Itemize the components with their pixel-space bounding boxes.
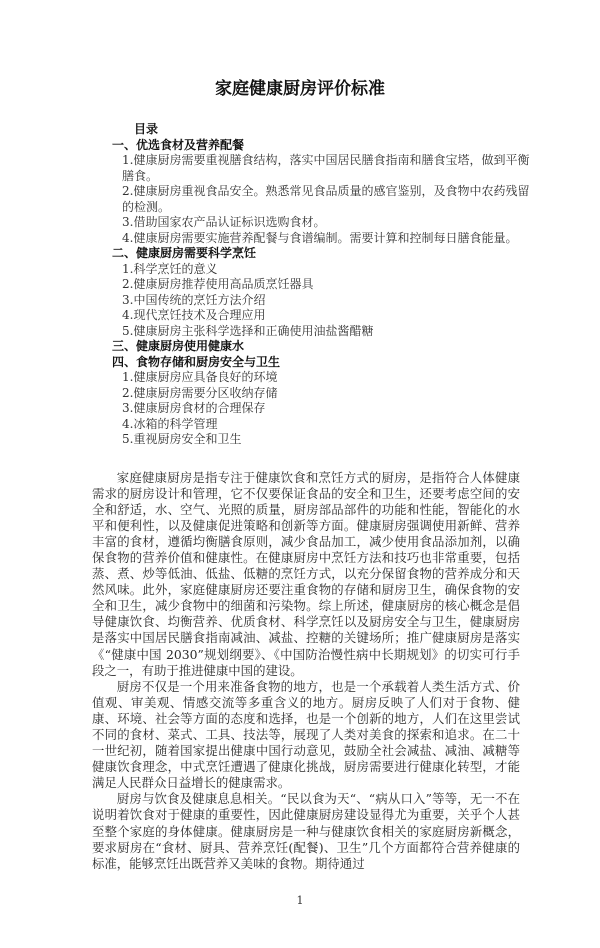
toc-item: 5.健康厨房主张科学选择和正确使用油盐酱醋糖 bbox=[122, 323, 374, 338]
toc-item: 1.健康厨房应具备良好的环境 bbox=[122, 370, 278, 384]
toc-section: 四、食物存储和厨房安全与卫生 bbox=[112, 354, 281, 369]
toc-item: 4.冰箱的科学管理 bbox=[122, 416, 218, 431]
toc-section: 三、健康厨房使用健康水 bbox=[112, 339, 245, 353]
body-text bbox=[92, 470, 520, 872]
toc-item: 5.重视厨房安全和卫生 bbox=[122, 432, 242, 446]
toc-item: 3.健康厨房食材的合理保存 bbox=[122, 401, 266, 415]
toc-item: 2.健康厨房推荐使用高品质烹饪器具 bbox=[122, 277, 314, 291]
paragraph: 厨房与饮食及健康息息相关。“民以食为天“、“病从口入”等等，无一不在说明着饮食对于健康的重要性，因此健康厨房建设显得尤为重要，关乎个人甚至整个家庭的身体健康。健康厨房是一种与健康饮食相关的家庭厨房新概念，要求厨房在“食材、厨具、营养烹饪(配餐)、卫生”几个方面都符合营养健康的标准，能够烹饪出既营养又美味的食物。期待通过 bbox=[92, 791, 520, 871]
toc-item: 1.科学烹饪的意义 bbox=[122, 261, 218, 276]
page-number: 1 bbox=[296, 893, 304, 907]
toc-item: 2.健康厨房需要分区收纳存储 bbox=[122, 385, 278, 400]
table-of-contents bbox=[108, 122, 538, 448]
toc-item: 1.健康厨房需要重视膳食结构，落实中国居民膳食指南和膳食宝塔，做到平衡膳食。 bbox=[122, 153, 530, 183]
toc-section: 一、优选食材及营养配餐 bbox=[112, 137, 245, 152]
toc-item: 2.健康厨房重视食品安全。熟悉常见食品质量的感官鉴别，及食物中农药残留的检测。 bbox=[122, 184, 530, 214]
toc-item: 4.健康厨房需要实施营养配餐与食谱编制。需要计算和控制每日膳食能量。 bbox=[122, 230, 518, 245]
paragraph: 厨房不仅是一个用来准备食物的地方，也是一个承载着人类生活方式、价值观、审美观、情感交流等多重含义的地方。厨房反映了人们对于食物、健康、环境、社会等方面的态度和选择，也是一个创新的地方，人们在这里尝试不同的食材、菜式、工具、技法等，展现了人类对美食的探索和追求。在二十一世纪初，随着国家提出健康中国行动意见，鼓励全社会减盐、减油、减糖等健康饮食理念，中式烹饪遭遇了健康化挑战，厨房需要进行健康化转型，才能满足人民群众日益增长的健康需求。 bbox=[92, 678, 520, 791]
toc-section: 二、健康厨房需要科学烹饪 bbox=[112, 246, 257, 260]
toc-heading: 目录 bbox=[134, 122, 159, 136]
toc-item: 4.现代烹饪技术及合理应用 bbox=[122, 308, 266, 322]
paragraph: 家庭健康厨房是指专注于健康饮食和烹饪方式的厨房，是指符合人体健康需求的厨房设计和管理，它不仅要保证食品的安全和卫生，还要考虑空间的安全和舒适，水、空气、光照的质量，厨房部品部件的功能和性能，智能化的水平和便利性，以及健康促进策略和创新等方面。健康厨房强调使用新鲜、营养丰富的食材，遵循均衡膳食原则，减少食品加工，减少使用食品添加剂，以确保食物的营养价值和健康性。在健康厨房中烹饪方法和技巧也非常重要，包括蒸、煮、炒等低油、低盐、低糖的烹饪方式，以充分保留食物的营养成分和天然风味。此外，家庭健康厨房还要注重食物的存储和厨房卫生，确保食物的安全和卫生，减少食物中的细菌和污染物。综上所述，健康厨房的核心概念是倡导健康饮食、均衡营养、优质食材、科学烹饪以及厨房安全与卫生，健康厨房是落实中国居民膳食指南减油、减盐、控糖的关键场所；推广健康厨房是落实《“健康中国 2030”规划纲要》、《中国防治慢性病中长期规划》的切实可行手段之一，有助于推进健康中国的建设。 bbox=[92, 469, 520, 678]
toc-item: 3.中国传统的烹饪方法介绍 bbox=[122, 292, 266, 307]
document-title: 家庭健康厨房评价标准 bbox=[215, 79, 385, 99]
toc-item: 3.借助国家农产品认证标识选购食材。 bbox=[122, 215, 326, 229]
